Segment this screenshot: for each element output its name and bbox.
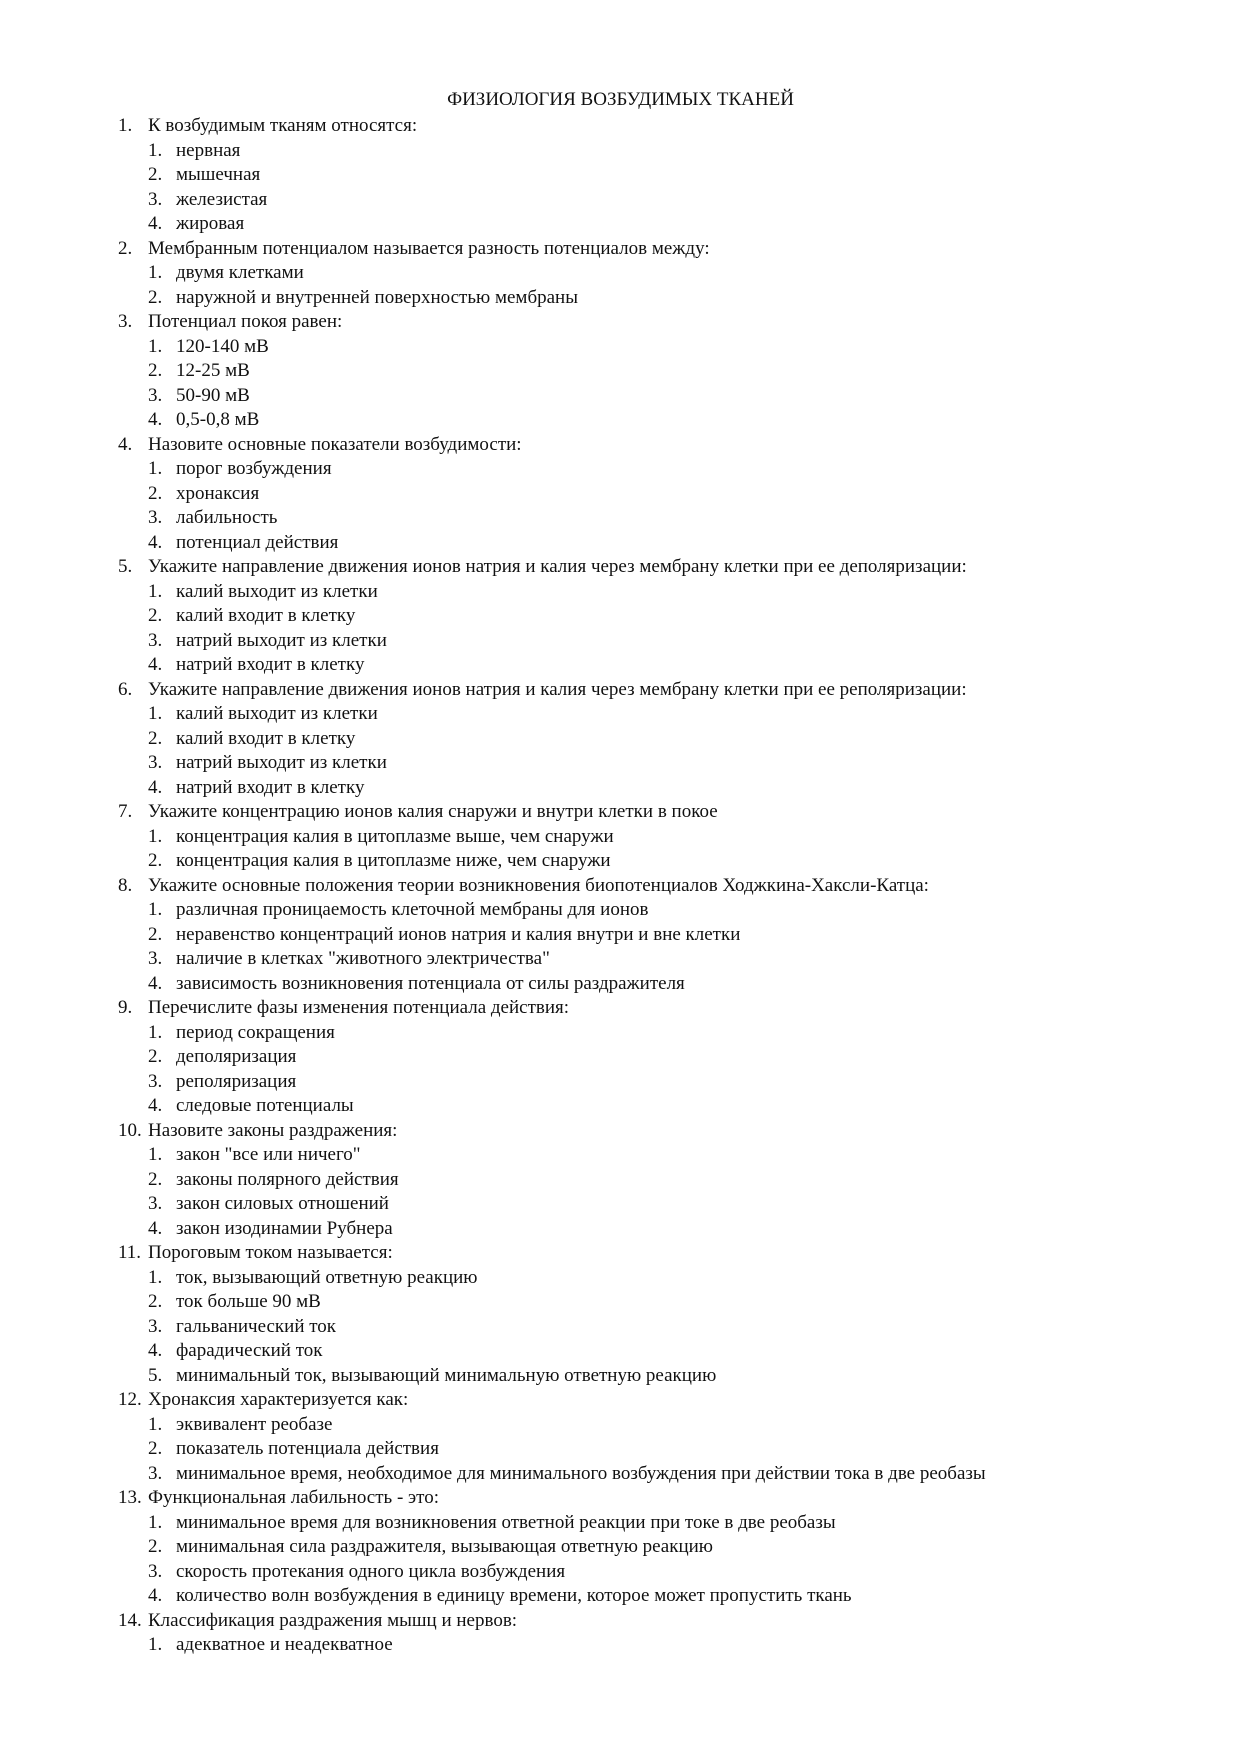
answer-text: законы полярного действия xyxy=(176,1168,399,1190)
answer-text: ток, вызывающий ответную реакцию xyxy=(176,1266,478,1288)
answer-text: натрий выходит из клетки xyxy=(176,629,387,651)
answer-text: нервная xyxy=(176,139,241,161)
answer-option xyxy=(118,163,1198,188)
question-row xyxy=(118,1609,1198,1634)
answer-number: 1. xyxy=(148,580,163,602)
answer-option xyxy=(118,1217,1198,1242)
answer-option xyxy=(118,286,1198,311)
answer-text: ток больше 90 мВ xyxy=(176,1291,321,1312)
answer-number: 3. xyxy=(148,1462,163,1484)
answer-text: минимальное время, необходимое для минимального возбуждения при действии тока в две реобазы xyxy=(176,1462,986,1484)
answer-list xyxy=(118,1143,1198,1241)
question-item xyxy=(118,1119,1198,1242)
answer-number: 1. xyxy=(148,262,163,283)
answer-text: эквивалент реобазе xyxy=(176,1413,333,1435)
answer-option xyxy=(118,335,1198,360)
answer-text: скорость протекания одного цикла возбуждения xyxy=(176,1560,566,1582)
answer-text: различная проницаемость клеточной мембраны для ионов xyxy=(176,899,649,920)
answer-option xyxy=(118,776,1198,801)
answer-text: натрий выходит из клетки xyxy=(176,752,387,773)
answer-text: натрий входит в клетку xyxy=(176,654,365,675)
question-number: 4. xyxy=(118,433,133,455)
answer-number: 4. xyxy=(148,654,163,675)
question-text: Хронаксия характеризуется как: xyxy=(148,1389,409,1410)
answer-text: наличие в клетках "животного электричества" xyxy=(176,948,550,969)
question-row xyxy=(118,996,1198,1021)
answer-list xyxy=(118,580,1198,678)
answer-number: 3. xyxy=(148,629,163,651)
answer-text: концентрация калия в цитоплазме выше, чем снаружи xyxy=(176,825,614,847)
answer-text: двумя клетками xyxy=(176,262,304,283)
question-text: Потенциал покоя равен: xyxy=(148,311,343,332)
answer-number: 2. xyxy=(148,727,163,749)
answer-text: концентрация калия в цитоплазме ниже, чем снаружи xyxy=(176,850,611,871)
answer-option xyxy=(118,1143,1198,1168)
answer-text: деполяризация xyxy=(176,1046,297,1067)
question-number: 7. xyxy=(118,801,133,822)
answer-number: 2. xyxy=(148,850,163,871)
question-text: Перечислите фазы изменения потенциала действия: xyxy=(148,997,570,1018)
answer-number: 1. xyxy=(148,1413,163,1435)
answer-option xyxy=(118,188,1198,213)
answer-number: 3. xyxy=(148,1070,163,1092)
answer-option xyxy=(118,1511,1198,1536)
answer-option xyxy=(118,751,1198,776)
answer-text: зависимость возникновения потенциала от силы раздражителя xyxy=(176,972,685,994)
question-row xyxy=(118,310,1198,335)
answer-option xyxy=(118,1045,1198,1070)
answer-option xyxy=(118,972,1198,997)
answer-number: 2. xyxy=(148,923,163,945)
question-row xyxy=(118,237,1198,262)
answer-text: мышечная xyxy=(176,164,261,185)
answer-option xyxy=(118,1168,1198,1193)
answer-list xyxy=(118,1021,1198,1119)
answer-option xyxy=(118,1021,1198,1046)
answer-number: 4. xyxy=(148,1585,163,1606)
answer-number: 1. xyxy=(148,139,163,161)
answer-number: 2. xyxy=(148,1046,163,1067)
question-item xyxy=(118,874,1198,997)
answer-option xyxy=(118,825,1198,850)
answer-option xyxy=(118,408,1198,433)
answer-text: минимальный ток, вызывающий минимальную ответную реакцию xyxy=(176,1364,717,1386)
answer-list xyxy=(118,139,1198,237)
question-text: К возбудимым тканям относятся: xyxy=(148,115,418,136)
answer-list xyxy=(118,898,1198,996)
question-number: 8. xyxy=(118,874,133,896)
question-item xyxy=(118,996,1198,1119)
question-number: 13. xyxy=(118,1487,142,1508)
answer-number: 1. xyxy=(148,1021,163,1043)
answer-text: хронаксия xyxy=(176,482,260,504)
answer-number: 1. xyxy=(148,899,163,920)
answer-text: лабильность xyxy=(176,507,278,528)
answer-number: 3. xyxy=(148,1193,163,1214)
answer-number: 4. xyxy=(148,972,163,994)
question-item xyxy=(118,1241,1198,1388)
answer-option xyxy=(118,898,1198,923)
answer-number: 1. xyxy=(148,1511,163,1533)
answer-number: 4. xyxy=(148,1340,163,1361)
answer-number: 2. xyxy=(148,286,163,308)
answer-text: 120-140 мВ xyxy=(176,335,269,357)
answer-option xyxy=(118,604,1198,629)
answer-text: закон "все или ничего" xyxy=(176,1144,361,1165)
answer-text: 0,5-0,8 мВ xyxy=(176,409,260,430)
answer-number: 3. xyxy=(148,1315,163,1337)
answer-text: калий входит в клетку xyxy=(176,605,356,626)
answer-number: 4. xyxy=(148,776,163,798)
answer-option xyxy=(118,1584,1198,1609)
question-row xyxy=(118,114,1198,139)
question-number: 3. xyxy=(118,311,133,332)
answer-text: жировая xyxy=(176,213,245,234)
question-item xyxy=(118,114,1198,237)
question-number: 9. xyxy=(118,997,133,1018)
question-item xyxy=(118,433,1198,556)
question-row xyxy=(118,1388,1198,1413)
question-text: Укажите направление движения ионов натрия и калия через мембрану клетки при ее реполяризации: xyxy=(148,678,967,700)
answer-option xyxy=(118,506,1198,531)
answer-list xyxy=(118,825,1198,874)
answer-text: закон изодинамии Рубнера xyxy=(176,1217,393,1239)
question-number: 10. xyxy=(118,1119,142,1141)
answer-option xyxy=(118,1462,1198,1487)
answer-option xyxy=(118,1070,1198,1095)
answer-option xyxy=(118,849,1198,874)
answer-text: гальванический ток xyxy=(176,1315,337,1337)
answer-number: 2. xyxy=(148,605,163,626)
answer-option xyxy=(118,580,1198,605)
answer-number: 3. xyxy=(148,752,163,773)
answer-number: 5. xyxy=(148,1364,163,1386)
answer-text: показатель потенциала действия xyxy=(176,1438,439,1459)
answer-list xyxy=(118,335,1198,433)
question-number: 1. xyxy=(118,115,133,136)
answer-number: 2. xyxy=(148,1168,163,1190)
answer-option xyxy=(118,139,1198,164)
answer-number: 2. xyxy=(148,1438,163,1459)
answer-option xyxy=(118,1535,1198,1560)
question-item xyxy=(118,1609,1198,1658)
answer-number: 1. xyxy=(148,1266,163,1288)
answer-option xyxy=(118,629,1198,654)
question-number: 2. xyxy=(118,237,133,259)
answer-text: адекватное и неадекватное xyxy=(176,1634,393,1655)
answer-number: 2. xyxy=(148,482,163,504)
answer-text: 50-90 мВ xyxy=(176,384,250,406)
answer-text: 12-25 мВ xyxy=(176,360,250,381)
answer-text: калий входит в клетку xyxy=(176,727,356,749)
answer-option xyxy=(118,947,1198,972)
answer-option xyxy=(118,653,1198,678)
question-text: Укажите основные положения теории возникновения биопотенциалов Ходжкина-Хаксли-Катца: xyxy=(148,874,929,896)
question-text: Назовите законы раздражения: xyxy=(148,1119,398,1141)
question-item xyxy=(118,237,1198,311)
answer-text: минимальное время для возникновения ответной реакции при токе в две реобазы xyxy=(176,1511,836,1533)
answer-list xyxy=(118,702,1198,800)
answer-text: калий выходит из клетки xyxy=(176,580,378,602)
answer-number: 2. xyxy=(148,1291,163,1312)
answer-text: потенциал действия xyxy=(176,531,339,553)
answer-text: закон силовых отношений xyxy=(176,1193,389,1214)
page-title: ФИЗИОЛОГИЯ ВОЗБУДИМЫХ ТКАНЕЙ xyxy=(447,89,794,110)
question-list xyxy=(118,114,1198,1658)
question-text: Классификация раздражения мышц и нервов: xyxy=(148,1609,518,1631)
answer-text: порог возбуждения xyxy=(176,458,332,479)
question-row xyxy=(118,800,1198,825)
question-item xyxy=(118,1388,1198,1486)
question-item xyxy=(118,1486,1198,1609)
answer-list xyxy=(118,1633,1198,1658)
answer-option xyxy=(118,1560,1198,1585)
answer-number: 4. xyxy=(148,1217,163,1239)
answer-number: 3. xyxy=(148,1560,163,1582)
question-item xyxy=(118,678,1198,801)
answer-option xyxy=(118,727,1198,752)
answer-text: неравенство концентраций ионов натрия и калия внутри и вне клетки xyxy=(176,923,741,945)
answer-list xyxy=(118,1413,1198,1487)
question-row xyxy=(118,1241,1198,1266)
answer-number: 1. xyxy=(148,335,163,357)
question-text: Укажите направление движения ионов натрия и калия через мембрану клетки при ее деполяризации: xyxy=(148,556,967,577)
question-row xyxy=(118,1486,1198,1511)
answer-option xyxy=(118,1339,1198,1364)
answer-option xyxy=(118,1315,1198,1340)
question-item xyxy=(118,310,1198,433)
answer-option xyxy=(118,1364,1198,1389)
answer-option xyxy=(118,482,1198,507)
answer-option xyxy=(118,1192,1198,1217)
answer-number: 2. xyxy=(148,1536,163,1557)
answer-number: 4. xyxy=(148,531,163,553)
answer-option xyxy=(118,1413,1198,1438)
question-row xyxy=(118,433,1198,458)
answer-text: фарадический ток xyxy=(176,1340,323,1361)
question-text: Пороговым током называется: xyxy=(148,1242,393,1263)
question-row xyxy=(118,678,1198,703)
question-row xyxy=(118,1119,1198,1144)
answer-list xyxy=(118,1266,1198,1389)
answer-number: 2. xyxy=(148,360,163,381)
answer-text: следовые потенциалы xyxy=(176,1095,354,1116)
answer-option xyxy=(118,359,1198,384)
answer-number: 1. xyxy=(148,825,163,847)
answer-option xyxy=(118,261,1198,286)
question-number: 14. xyxy=(118,1609,142,1631)
question-number: 12. xyxy=(118,1389,142,1410)
answer-option xyxy=(118,1290,1198,1315)
answer-number: 1. xyxy=(148,1144,163,1165)
question-text: Укажите концентрацию ионов калия снаружи и внутри клетки в покое xyxy=(148,801,718,822)
answer-option xyxy=(118,212,1198,237)
answer-option xyxy=(118,702,1198,727)
question-row xyxy=(118,555,1198,580)
question-item xyxy=(118,555,1198,678)
answer-option xyxy=(118,457,1198,482)
answer-text: калий выходит из клетки xyxy=(176,703,378,724)
answer-number: 1. xyxy=(148,458,163,479)
answer-option xyxy=(118,1094,1198,1119)
answer-list xyxy=(118,1511,1198,1609)
answer-number: 3. xyxy=(148,384,163,406)
answer-number: 2. xyxy=(148,164,163,185)
answer-number: 4. xyxy=(148,213,163,234)
answer-number: 3. xyxy=(148,948,163,969)
question-number: 5. xyxy=(118,556,133,577)
answer-number: 4. xyxy=(148,409,163,430)
answer-option xyxy=(118,1633,1198,1658)
question-item xyxy=(118,800,1198,874)
answer-number: 1. xyxy=(148,1634,163,1655)
question-text: Функциональная лабильность - это: xyxy=(148,1487,440,1508)
question-row xyxy=(118,874,1198,899)
answer-text: натрий входит в клетку xyxy=(176,776,365,798)
answer-number: 4. xyxy=(148,1095,163,1116)
answer-text: количество волн возбуждения в единицу времени, которое может пропустить ткань xyxy=(176,1585,852,1606)
answer-number: 3. xyxy=(148,507,163,528)
answer-text: реполяризация xyxy=(176,1070,297,1092)
answer-text: минимальная сила раздражителя, вызывающая ответную реакцию xyxy=(176,1536,714,1557)
answer-list xyxy=(118,457,1198,555)
question-text: Мембранным потенциалом называется разность потенциалов между: xyxy=(148,237,710,259)
question-number: 6. xyxy=(118,678,133,700)
answer-text: железистая xyxy=(176,188,268,210)
answer-list xyxy=(118,261,1198,310)
answer-option xyxy=(118,531,1198,556)
answer-number: 3. xyxy=(148,188,163,210)
answer-option xyxy=(118,1437,1198,1462)
answer-option xyxy=(118,1266,1198,1291)
answer-option xyxy=(118,923,1198,948)
question-number: 11. xyxy=(118,1242,142,1263)
answer-option xyxy=(118,384,1198,409)
question-text: Назовите основные показатели возбудимости: xyxy=(148,433,522,455)
answer-text: период сокращения xyxy=(176,1021,335,1043)
answer-text: наружной и внутренней поверхностью мембраны xyxy=(176,286,578,308)
answer-number: 1. xyxy=(148,703,163,724)
